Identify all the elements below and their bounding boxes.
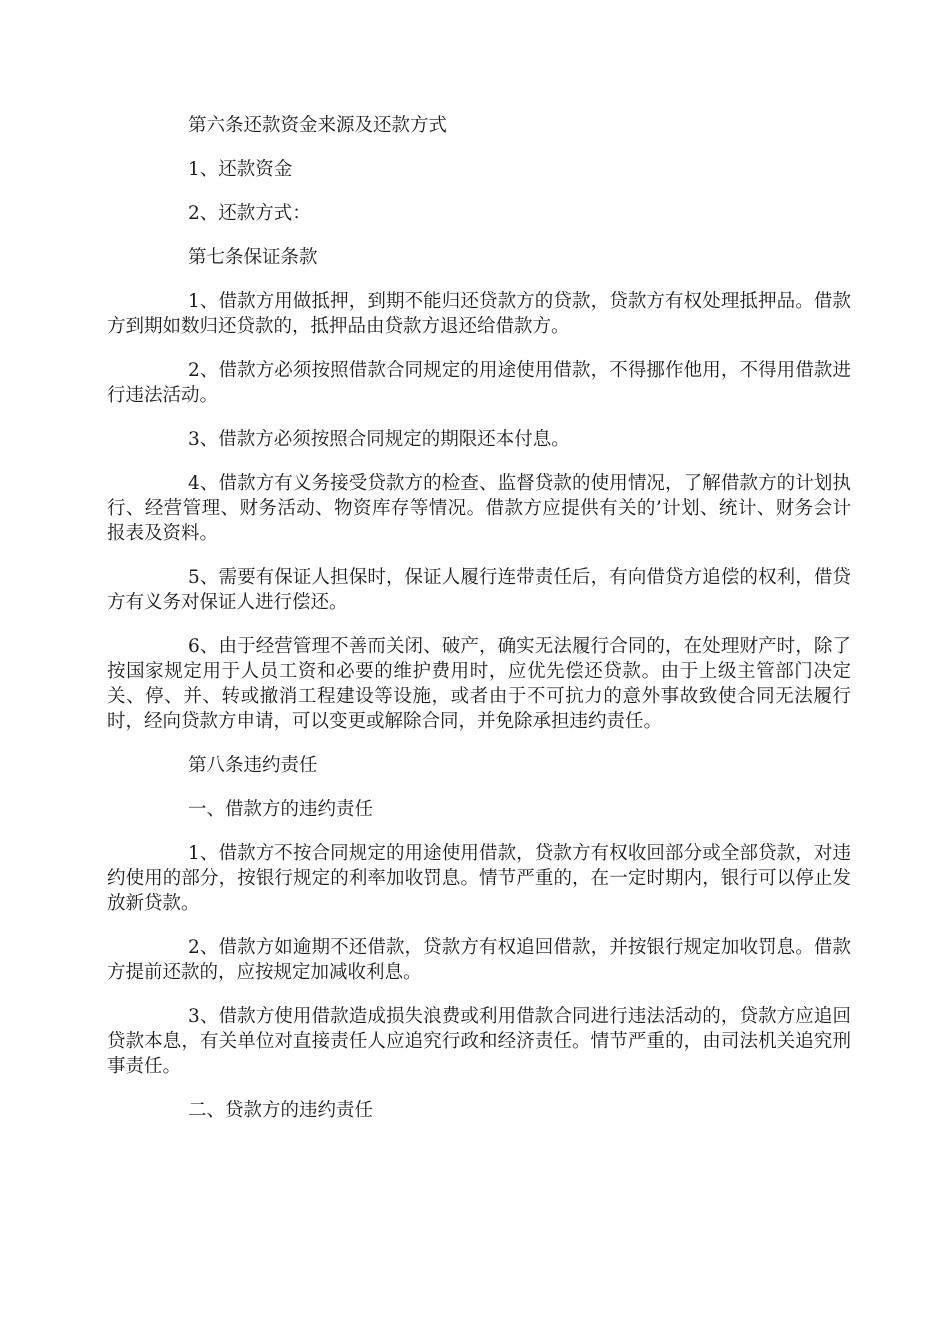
guarantee-clause-5: 5、需要有保证人担保时，保证人履行连带责任后，有向借贷方追偿的权利，借贷方有义务对保证人进行偿还。	[107, 567, 851, 613]
article-7-heading: 第七条保证条款	[188, 247, 318, 268]
guarantee-clause-3: 3、借款方必须按照合同规定的期限还本付息。	[188, 429, 570, 450]
borrower-liability-3: 3、借款方使用借款造成损失浪费或利用借款合同进行违法活动的，贷款方应追回贷款本息，有关单位对直接责任人应追究行政和经济责任。情节严重的，由司法机关追究刑事责任。	[107, 1006, 851, 1077]
repayment-method-item: 2、还款方式：	[188, 203, 311, 224]
document-page	[107, 113, 851, 1142]
guarantee-clause-1: 1、借款方用做抵押，到期不能归还贷款方的贷款，贷款方有权处理抵押品。借款方到期如数归还贷款的，抵押品由贷款方退还给借款方。	[107, 291, 851, 337]
guarantee-clause-2: 2、借款方必须按照借款合同规定的用途使用借款，不得挪作他用，不得用借款进行违法活动。	[107, 360, 851, 406]
borrower-liability-1: 1、借款方不按合同规定的用途使用借款，贷款方有权收回部分或全部贷款，对违约使用的部分，按银行规定的利率加收罚息。情节严重的，在一定时期内，银行可以停止发放新贷款。	[107, 843, 851, 914]
article-6-heading: 第六条还款资金来源及还款方式	[188, 115, 448, 136]
borrower-liability-heading: 一、借款方的违约责任	[188, 799, 374, 820]
guarantee-clause-6: 6、由于经营管理不善而关闭、破产，确实无法履行合同的，在处理财产时，除了按国家规定用于人员工资和必要的维护费用时，应优先偿还贷款。由于上级主管部门决定关、停、并、转或撤消工程建设等设施，或者由于不可抗力的意外事故致使合同无法履行时，经向贷款方申请，可以变更或解除合同，并免除承担违约责任。	[107, 636, 851, 732]
article-8-heading: 第八条违约责任	[188, 755, 318, 776]
guarantee-clause-4: 4、借款方有义务接受贷款方的检查、监督贷款的使用情况，了解借款方的计划执行、经营管理、财务活动、物资库存等情况。借款方应提供有关的’计划、统计、财务会计报表及资料。	[107, 473, 851, 544]
repayment-funds-item: 1、还款资金	[188, 159, 293, 180]
lender-liability-heading: 二、贷款方的违约责任	[188, 1100, 374, 1121]
borrower-liability-2: 2、借款方如逾期不还借款，贷款方有权追回借款，并按银行规定加收罚息。借款方提前还款的，应按规定加减收利息。	[107, 937, 851, 983]
